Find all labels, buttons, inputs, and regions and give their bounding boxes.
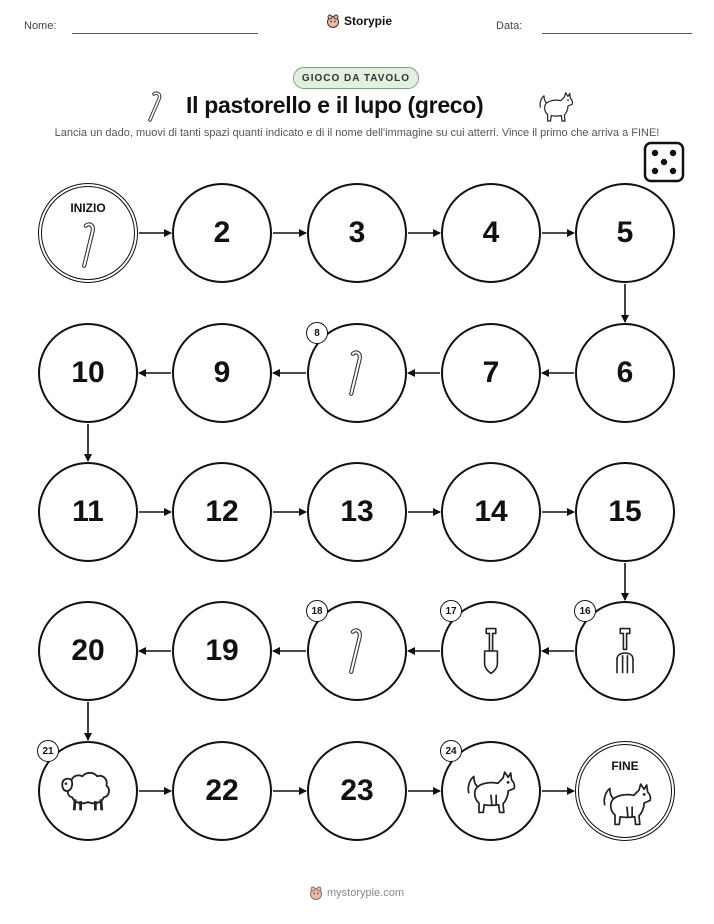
space-number: 22 [205,774,239,807]
space-number-badge: 18 [306,600,328,622]
brand-name: Storypie [344,14,393,28]
board-space [307,183,407,283]
board-space [575,183,675,283]
category-badge: GIOCO DA TAVOLO [293,67,419,89]
space-number: 3 [348,216,366,249]
space-number: 9 [213,356,231,389]
space-number: 6 [616,356,634,389]
space-number: 2 [213,216,231,249]
space-number-badge: 21 [37,740,59,762]
board-space [38,323,138,423]
board-space [307,601,407,701]
die-five-icon [643,141,685,183]
wolf-icon [601,779,653,832]
space-number-badge: 24 [440,740,462,762]
end-space-label: FINE [611,759,639,773]
board-space [38,462,138,562]
board-space [172,601,272,701]
shepherd-staff-icon [347,626,367,681]
board-space [575,601,675,701]
board-space [575,323,675,423]
space-number: 12 [205,495,239,528]
shepherd-staff-icon [80,220,100,275]
space-number: 5 [616,216,634,249]
start-space [38,183,138,283]
space-number: 4 [482,216,500,249]
wolf-icon [538,89,574,123]
board-space [575,462,675,562]
board-space [441,601,541,701]
board-space [307,323,407,423]
board-space [38,601,138,701]
date-line[interactable] [542,33,692,34]
space-number: 19 [205,634,239,667]
space-number: 15 [608,495,642,528]
instructions: Lancia un dado, muovi di tanti spazi quanti indicato e di il nome dell'immagine su cui atterri. Vince il primo che arriva a FINE! [54,127,660,139]
shepherd-staff-icon [347,348,367,403]
sheep-icon [60,768,116,819]
space-number: 11 [72,495,104,528]
name-label: Nome: [24,20,57,32]
board-space [172,741,272,841]
space-number: 14 [474,495,508,528]
space-number: 7 [482,356,500,389]
shepherd-staff-icon [146,90,166,122]
board-space [441,741,541,841]
board-space [441,462,541,562]
pitchfork-icon [613,626,637,681]
board-space [172,462,272,562]
space-number: 20 [71,634,105,667]
end-space-label: INIZIO [70,201,106,215]
space-number: 10 [71,356,105,389]
page-title: Il pastorello e il lupo (greco) [186,92,484,118]
date-label: Data: [496,20,523,32]
board-space [307,741,407,841]
shovel-icon [479,626,503,681]
storypie-logo-icon [309,886,323,900]
space-number-badge: 17 [440,600,462,622]
finish-space [575,741,675,841]
footer [309,886,404,900]
brand [326,14,392,28]
board-space [307,462,407,562]
space-number-badge: 8 [306,322,328,344]
name-line[interactable] [72,33,258,34]
board-space [441,183,541,283]
space-number: 13 [340,495,374,528]
storypie-logo-icon [326,14,340,28]
board-space [172,323,272,423]
wolf-icon [465,767,517,820]
board-space [441,323,541,423]
board-space [38,741,138,841]
board-space [172,183,272,283]
space-number: 23 [340,774,374,807]
footer-url: mystorypie.com [327,887,405,899]
space-number-badge: 16 [574,600,596,622]
